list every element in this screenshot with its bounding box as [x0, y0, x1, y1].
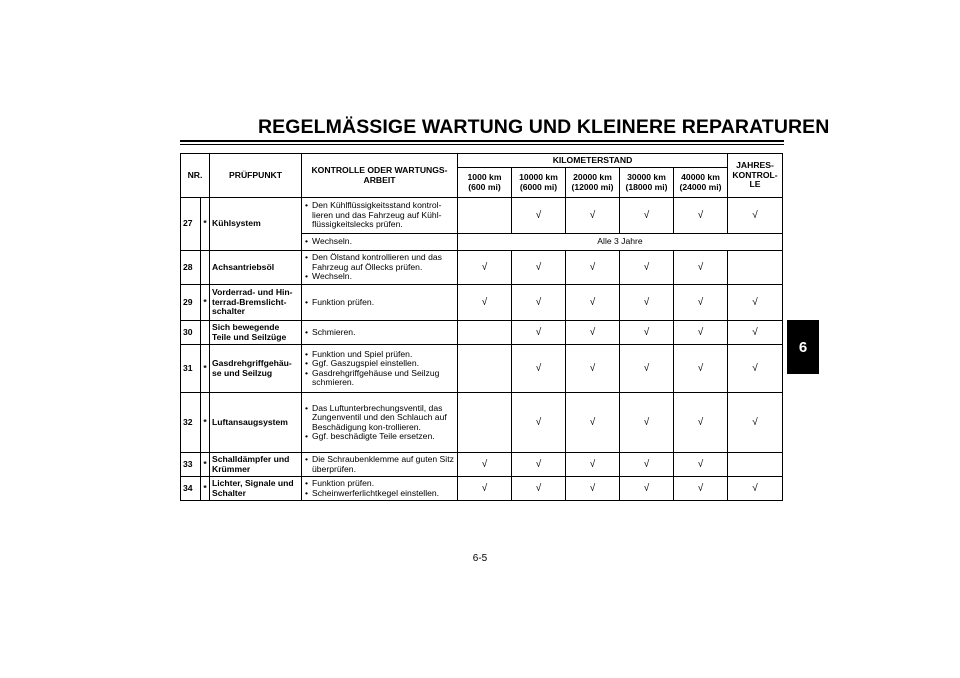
row-number: 28: [181, 251, 201, 285]
header-action: KONTROLLE ODER WARTUNGS-ARBEIT: [302, 154, 458, 198]
check-mark: √: [458, 477, 512, 501]
check-mark: √: [566, 477, 620, 501]
action-item: • Das Luftunterbrechungsventil, das Zungenventil und den Schlauch auf Beschädigung kon-trollieren.: [305, 404, 455, 432]
table-row: [181, 345, 783, 393]
header-interval: 1000 km (600 mi): [458, 168, 512, 198]
check-mark: √: [728, 393, 783, 453]
maintenance-action: [302, 251, 458, 285]
check-mark: √: [512, 251, 566, 285]
check-item: Kühlsystem: [210, 198, 302, 251]
interval-note: Alle 3 Jahre: [458, 234, 783, 251]
action-item: • Ggf. Gaszugspiel einstellen.: [305, 359, 455, 368]
row-number: 29: [181, 285, 201, 321]
check-mark: √: [728, 198, 783, 234]
dealer-service-marker: *: [201, 393, 210, 453]
check-mark: √: [674, 453, 728, 477]
check-item: Luftansaugsystem: [210, 393, 302, 453]
check-mark: √: [674, 477, 728, 501]
header-interval: 10000 km (6000 mi): [512, 168, 566, 198]
check-mark: √: [458, 251, 512, 285]
check-mark: √: [620, 251, 674, 285]
table-row: [181, 198, 783, 234]
check-mark: √: [566, 393, 620, 453]
row-number: 34: [181, 477, 201, 501]
chapter-tab[interactable]: [787, 320, 819, 374]
maintenance-table: [180, 153, 783, 501]
maintenance-action: [302, 321, 458, 345]
row-number: 32: [181, 393, 201, 453]
check-mark: √: [620, 477, 674, 501]
table-row: [181, 285, 783, 321]
check-mark: √: [566, 345, 620, 393]
maintenance-action: [302, 345, 458, 393]
row-number: 27: [181, 198, 201, 251]
check-mark: √: [620, 453, 674, 477]
page-number: 6-5: [472, 553, 488, 564]
table-row: [181, 453, 783, 477]
empty-cell: [728, 251, 783, 285]
check-mark: √: [566, 285, 620, 321]
check-mark: √: [458, 285, 512, 321]
action-item: • Funktion prüfen.: [305, 298, 455, 307]
page-title: REGELMÄSSIGE WARTUNG UND KLEINERE REPARATUREN: [258, 116, 830, 138]
table-row: [181, 251, 783, 285]
table-row: [181, 477, 783, 501]
header-interval: 20000 km (12000 mi): [566, 168, 620, 198]
action-item: • Gasdrehgriffgehäuse und Seilzug schmieren.: [305, 369, 455, 388]
row-number: 33: [181, 453, 201, 477]
check-mark: √: [566, 251, 620, 285]
dealer-service-marker: [201, 321, 210, 345]
dealer-service-marker: *: [201, 345, 210, 393]
empty-cell: [458, 321, 512, 345]
maintenance-action: [302, 285, 458, 321]
check-mark: √: [512, 453, 566, 477]
action-item: • Funktion und Spiel prüfen.: [305, 350, 455, 359]
row-number: 30: [181, 321, 201, 345]
check-item: Gasdrehgriffgehäu-se und Seilzug: [210, 345, 302, 393]
check-mark: √: [728, 285, 783, 321]
check-mark: √: [674, 285, 728, 321]
check-mark: √: [674, 251, 728, 285]
action-item: • Den Ölstand kontrollieren und das Fahrzeug auf Öllecks prüfen.: [305, 253, 455, 272]
action-item: • Wechseln.: [305, 272, 455, 281]
check-mark: √: [512, 198, 566, 234]
title-rule-thin: [180, 144, 784, 145]
check-item: Sich bewegende Teile und Seilzüge: [210, 321, 302, 345]
header-nr: NR.: [181, 154, 210, 198]
header-annual: JAHRES-KONTROL-LE: [728, 154, 783, 198]
dealer-service-marker: *: [201, 477, 210, 501]
check-mark: √: [674, 345, 728, 393]
check-mark: √: [728, 345, 783, 393]
check-mark: √: [674, 393, 728, 453]
maintenance-action: [302, 234, 458, 251]
maintenance-action: [302, 453, 458, 477]
check-item: Achsantriebsöl: [210, 251, 302, 285]
table-row: [181, 321, 783, 345]
check-mark: √: [512, 345, 566, 393]
check-mark: √: [620, 321, 674, 345]
check-mark: √: [620, 198, 674, 234]
check-item: Schalldämpfer und Krümmer: [210, 453, 302, 477]
check-item: Vorderrad- und Hin-terrad-Bremslicht-schalter: [210, 285, 302, 321]
check-mark: √: [728, 477, 783, 501]
title-rule: [180, 140, 784, 142]
header-item: PRÜFPUNKT: [210, 154, 302, 198]
check-mark: √: [512, 477, 566, 501]
check-mark: √: [620, 345, 674, 393]
maintenance-action: [302, 393, 458, 453]
empty-cell: [728, 453, 783, 477]
check-item: Lichter, Signale und Schalter: [210, 477, 302, 501]
check-mark: √: [620, 285, 674, 321]
maintenance-action: [302, 198, 458, 234]
empty-cell: [458, 393, 512, 453]
chapter-number: 6: [798, 338, 808, 356]
dealer-service-marker: [201, 251, 210, 285]
check-mark: √: [674, 321, 728, 345]
action-item: • Funktion prüfen.: [305, 479, 455, 488]
maintenance-action: [302, 477, 458, 501]
empty-cell: [458, 345, 512, 393]
action-item: • Schmieren.: [305, 328, 455, 337]
check-mark: √: [620, 393, 674, 453]
empty-cell: [458, 198, 512, 234]
action-item: • Den Kühlflüssigkeitsstand kontrol-lieren und das Fahrzeug auf Kühl-flüssigkeitslecks prüfen.: [305, 201, 455, 229]
check-mark: √: [512, 393, 566, 453]
check-mark: √: [566, 453, 620, 477]
action-item: • Wechseln.: [305, 237, 455, 246]
dealer-service-marker: *: [201, 198, 210, 251]
action-item: • Ggf. beschädigte Teile ersetzen.: [305, 432, 455, 441]
dealer-service-marker: *: [201, 285, 210, 321]
header-interval: 40000 km (24000 mi): [674, 168, 728, 198]
dealer-service-marker: *: [201, 453, 210, 477]
table-row: [181, 393, 783, 453]
check-mark: √: [728, 321, 783, 345]
row-number: 31: [181, 345, 201, 393]
check-mark: √: [512, 321, 566, 345]
header-odometer: KILOMETERSTAND: [458, 154, 728, 168]
check-mark: √: [458, 453, 512, 477]
check-mark: √: [674, 198, 728, 234]
action-item: • Scheinwerferlichtkegel einstellen.: [305, 489, 455, 498]
check-mark: √: [566, 198, 620, 234]
check-mark: √: [512, 285, 566, 321]
action-item: • Die Schraubenklemme auf guten Sitz überprüfen.: [305, 455, 455, 474]
check-mark: √: [566, 321, 620, 345]
header-interval: 30000 km (18000 mi): [620, 168, 674, 198]
